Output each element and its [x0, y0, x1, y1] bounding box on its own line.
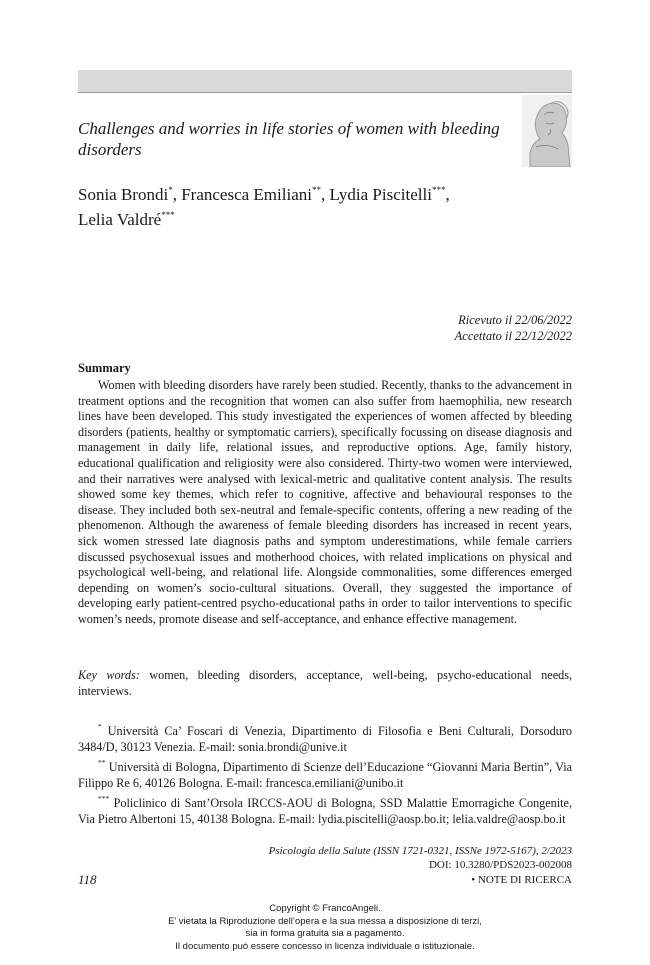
footnote-text: Università di Bologna, Dipartimento di Scienze dell’Educazione “Giovanni Maria Bertin”, Via Filippo Re 6, 40126 Bologna. E-mail: francesca.emiliani@unibo.it [78, 760, 573, 790]
footnote-text: Policlinico di Sant’Orsola IRCCS-AOU di Bologna, SSD Malattie Emorragiche Congenite, Via Pietro Albertoni 15, 40138 Bologna. E-mail: lydia.piscitelli@aosp.bo.it; lelia.valdre@aosp.bo.it [78, 796, 572, 826]
submission-dates [455, 312, 572, 344]
footnote [78, 719, 572, 755]
copyright-line: Copyright © FrancoAngeli. [269, 903, 381, 914]
footnote-text: Università Ca’ Foscari di Venezia, Dipartimento di Filosofia e Beni Culturali, Dorsoduro 3484/D, 30123 Venezia. E-mail: sonia.brondi@unive.it [78, 724, 573, 754]
doi: DOI: 10.3280/PDS2023-002008 [428, 859, 572, 871]
author-footnote-mark: ** [311, 185, 321, 195]
author-name: Lydia Piscitelli [329, 185, 432, 204]
accepted-date: Accettato il 22/12/2022 [454, 329, 572, 343]
section-label: • NOTE DI RICERCA [471, 874, 572, 886]
affiliation-footnotes [78, 719, 572, 828]
author-footnote-mark: *** [431, 185, 446, 195]
received-date: Ricevuto il 22/06/2022 [458, 313, 572, 327]
author-name: Lelia Valdré [78, 210, 162, 229]
author-name: Sonia Brondi [78, 185, 169, 204]
copyright-notice [0, 903, 650, 953]
copyright-line: sia in forma gratuita sia a pagamento. [245, 928, 405, 939]
footnote-mark: * [98, 722, 102, 731]
journal-info [269, 844, 572, 872]
copyright-line: Il documento può essere concesso in licenza individuale o istituzionale. [175, 940, 475, 952]
author-separator: , [320, 185, 330, 204]
author-list [78, 180, 558, 230]
keywords-label: Key words: [78, 668, 140, 682]
article-title: Challenges and worries in life stories of women with bleeding disorders [78, 119, 500, 159]
footnote-mark: ** [98, 758, 106, 768]
keywords-text: women, bleeding disorders, acceptance, well-being, psycho-educational needs, interviews. [78, 668, 573, 698]
author-separator: , [445, 185, 450, 204]
author-footnote-mark: * [168, 185, 173, 195]
author-separator: , [172, 185, 182, 204]
footnote [78, 755, 572, 791]
author-footnote-mark: *** [161, 210, 175, 220]
page-number: 118 [78, 872, 97, 887]
portrait-engraving-icon [522, 95, 572, 167]
summary-heading: Summary [78, 361, 131, 375]
footnote [78, 791, 572, 827]
copyright-line: E’ vietata la Riproduzione dell’opera e la sua messa a disposizione di terzi, [168, 915, 482, 927]
author-name: Francesca Emiliani [181, 185, 312, 204]
keywords [78, 668, 572, 699]
abstract-text: Women with bleeding disorders have rarely been studied. Recently, thanks to the advancement in treatment options and the recognition that women can also suffer from haemophilia, new research lines have been developed. This study investigated the experiences of women affected by bleeding disorders (patients, healthy or symptomatic carriers), specifically focussing on disease diagnosis and management in daily life, relational issues, and reproductive options. Age, family history, educational qualification and religiosity were also considered. Thirty-two women were interviewed, and their narratives were analysed with lexical-metric and qualitative content analysis. The results showed some key themes, which refer to cognitive, affective and behavioural responses to the disease. They included both sex-neutral and female-specific contents, offering a new reading of the phenomenon. Although the awareness of female bleeding disorders has increased in recent years, sick women stressed late diagnosis paths and symptom underestimations, while female carriers discussed psychosexual issues and motherhood choices, with related implications on physical and psychological well-being, and relational life. Alongside commonalities, some differences emerged depending on women’s socio-cultural situations. Overall, they suggested the importance of developing early patient-centred psycho-educational paths in order to tailor interventions to specific women’s needs, promote disease and self-acceptance, and enhance effective management. [78, 378, 572, 626]
footnote-mark: *** [98, 794, 110, 804]
header-band [78, 70, 572, 93]
journal-citation: Psicologia della Salute (ISSN 1721-0321, ISSNe 1972-5167), 2/2023 [268, 845, 572, 857]
